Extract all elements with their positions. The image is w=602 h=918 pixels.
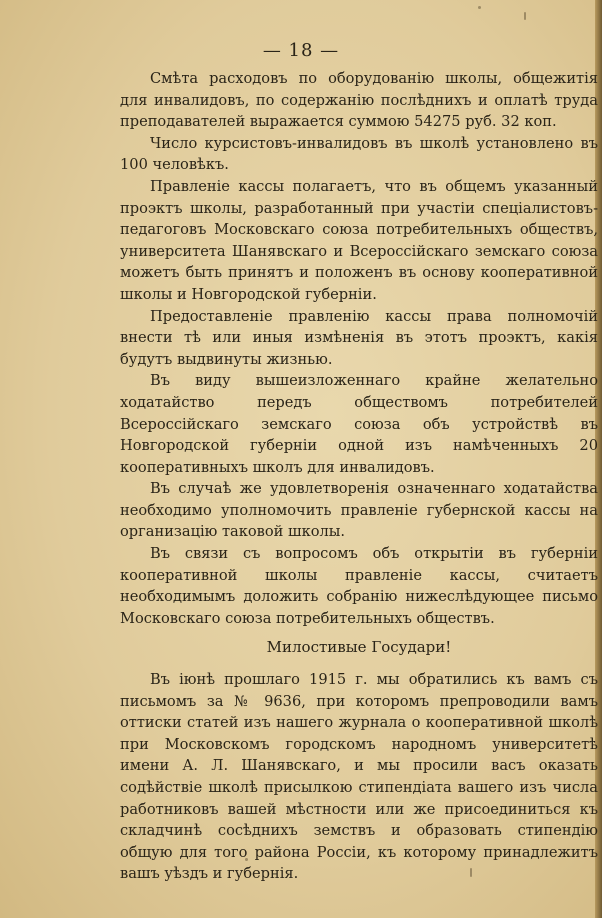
page-number: — 18 — — [262, 40, 340, 61]
paragraph-student-count: Число курсистовъ-инвалидовъ въ школѣ установлено въ 100 человѣкъ. — [120, 134, 598, 174]
letter-salutation: Милостивые Государи! — [266, 638, 452, 657]
paragraph-mandate: Въ случаѣ же удовлетворенія означеннаго ходатайства необходимо уполномочить правленіе губернской кассы на организацію таковой школы. — [120, 480, 598, 541]
ink-speck — [524, 12, 526, 20]
ink-speck — [478, 6, 481, 9]
paragraph-letter-intro: Въ связи съ вопросомъ объ открытіи въ губерніи кооперативной школы правленіе кассы, считаетъ необходимымъ доложить собранію нижеслѣдующее письмо Московскаго союза потребительныхъ обществъ. — [120, 545, 598, 627]
body-text — [120, 68, 598, 885]
paragraph-authority: Предоставленіе правленію кассы права полномочій внести тѣ или иныя измѣненія въ этотъ проэктъ, какія будутъ выдвинуты жизнью. — [120, 307, 598, 368]
paragraph-petition: Въ виду вышеизложеннаго крайне желательно ходатайство передъ обществомъ потребителей Всероссійскаго земскаго союза объ устройствѣ въ Новгородской губерніи одной изъ намѣченныхъ 20 кооперативныхъ школъ для инвалидовъ. — [120, 372, 598, 476]
letter-paragraph: Въ іюнѣ прошлаго 1915 г. мы обратились къ вамъ съ письмомъ за № 9636, при которомъ препроводили вамъ оттиски статей изъ нашего журнала о кооперативной школѣ при Московскомъ городскомъ народномъ университетѣ имени А. Л. Шанявскаго, и мы просили васъ оказать содѣйствіе школѣ присылкою стипендіата вашего изъ числа работниковъ вашей мѣстности или же присоединиться къ складчинѣ сосѣднихъ земствъ и образовать стипендію общую для того района Россіи, къ которому принадлежитъ вашъ уѣздъ и губернія. — [120, 671, 598, 883]
paragraph-estimate: Смѣта расходовъ по оборудованію школы, общежитія для инвалидовъ, по содержанію послѣднихъ и оплатѣ труда преподавателей выражается суммою 54275 руб. 32 коп. — [120, 70, 598, 131]
paragraph-board-opinion: Правленіе кассы полагаетъ, что въ общемъ указанный проэктъ школы, разработанный при участіи спеціалистовъ-педагоговъ Московскаго союза потребительныхъ обществъ, университета Шанявскаго и Всероссійскаго земскаго союза можетъ быть принятъ и положенъ въ основу кооперативной школы и Новгородской губерніи. — [120, 177, 598, 303]
